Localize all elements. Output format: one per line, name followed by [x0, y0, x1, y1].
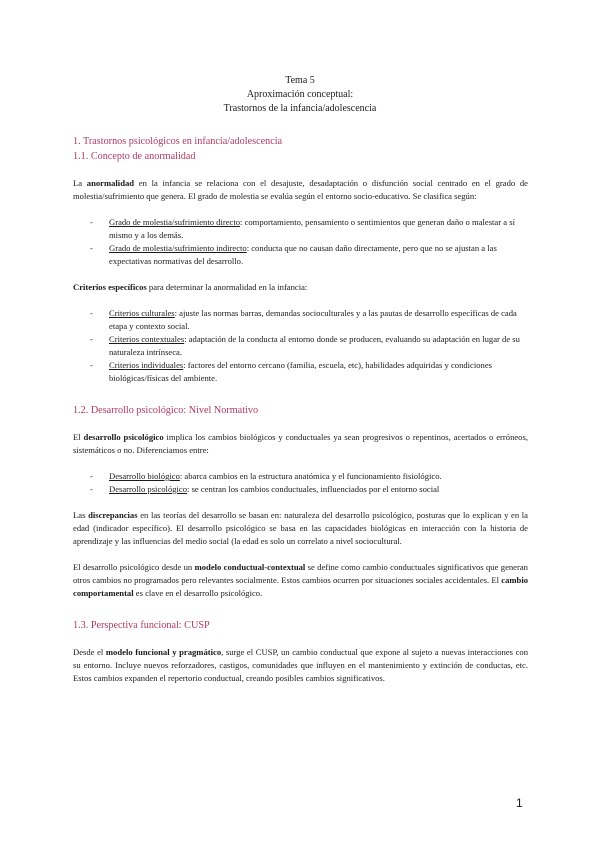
- list-term: Criterios contextuales: [109, 334, 185, 344]
- list-criterios: [73, 307, 528, 385]
- list-item: - Desarrollo biológico: abarca cambios en la estructura anatómica y el funcionamiento fisiológico.: [90, 471, 442, 481]
- list-term: Criterios culturales: [109, 308, 175, 318]
- section-1-1-heading: 1.1. Concepto de anormalidad: [73, 151, 196, 162]
- section-1-3-heading: 1.3. Perspectiva funcional: CUSP: [73, 620, 210, 631]
- paragraph-desarrollo: El desarrollo psicológico implica los cambios biológicos y conductuales ya sean progresivos o repentinos, acertados o erróneos, sistemáticos o no. Diferenciamos entre:: [73, 432, 528, 455]
- bold-term: anormalidad: [86, 178, 135, 188]
- section-1-heading: 1. Trastornos psicológicos en infancia/adolescencia: [73, 136, 283, 147]
- list-desarrollo: [73, 470, 528, 496]
- bold-term: modelo funcional y pragmático: [105, 647, 222, 657]
- list-item: - Desarrollo psicológico: se centran los cambios conductuales, influenciados por el entorno social: [90, 484, 440, 494]
- list-item: - Criterios contextuales: adaptación de la conducta al entorno donde se producen, evaluando su adaptación en lugar de su naturaleza intrínseca.: [90, 334, 520, 357]
- list-item: - Grado de molestia/sufrimiento directo: comportamiento, pensamiento o sentimientos que generan daño o malestar a sí mismo y a los demás.: [90, 217, 515, 240]
- paragraph-cusp: Desde el modelo funcional y pragmático, surge el CUSP, un cambio conductual que expone al sujeto a nuevas interacciones con su entorno. Incluye nuevos reforzadores, castigos, comunidades que influyen en el mantenimiento y extinción de conductas, etc. Estos cambios expanden el repertorio conductual, creando posibles cambios significativos.: [73, 647, 528, 683]
- list-term: Criterios individuales: [109, 360, 184, 370]
- bold-term: desarrollo psicológico: [83, 432, 164, 442]
- title-block: [0, 74, 600, 116]
- list-term: Grado de molestia/sufrimiento directo: [109, 217, 241, 227]
- list-term: Desarrollo biológico: [109, 471, 180, 481]
- bold-term: modelo conductual-contextual: [194, 562, 306, 572]
- bold-term: Criterios específicos: [73, 282, 147, 292]
- list-item: - Grado de molestia/sufrimiento indirecto: conducta que no causan daño directamente, pero que no se ajustan a las expectativas normativas del desarrollo.: [90, 243, 497, 266]
- list-term: Desarrollo psicológico: [109, 484, 188, 494]
- list-item: - Criterios individuales: factores del entorno cercano (familia, escuela, etc), habilidades adquiridas y condiciones biológicas/físicas del ambiente.: [90, 360, 493, 383]
- bold-term: cambio comportamental: [73, 575, 528, 598]
- paragraph-criterios: Criterios específicos para determinar la anormalidad en la infancia:: [73, 282, 308, 292]
- page-number: 1: [516, 796, 523, 810]
- list-term: Grado de molestia/sufrimiento indirecto: [109, 243, 247, 253]
- subject-label: Trastornos de la infancia/adolescencia: [223, 103, 377, 114]
- list-item: - Criterios culturales: ajuste las normas barras, demandas socioculturales y a las pautas de desarrollo específicas de cada etapa y contexto social.: [90, 308, 517, 331]
- paragraph-discrepancias: Las discrepancias en las teorías del desarrollo se basan en: naturaleza del desarrollo psicológico, posturas que lo explican y en la edad (indicador específico). El desarrollo psicológico se basa en las capacidades biológicas en interacción con la historia de aprendizaje y las influencias del medio social (la edad es solo un correlato a nivel sociocultural.: [73, 510, 528, 546]
- list-molestia: [73, 216, 528, 268]
- topic-label: Tema 5: [285, 75, 315, 86]
- subtitle-label: Aproximación conceptual:: [246, 89, 354, 100]
- paragraph-modelo-conductual: El desarrollo psicológico desde un modelo conductual-contextual se define como cambio conductuales significativos que generan otros cambios no programados pero relevantes socialmente. Estos cambios ocurren por situaciones sociales accidentales. El cambio comportamental es clave en el desarrollo psicológico.: [73, 562, 528, 598]
- document-body: [73, 134, 528, 685]
- section-1-2-heading: 1.2. Desarrollo psicológico: Nivel Normativo: [73, 405, 259, 416]
- bold-term: discrepancias: [88, 510, 138, 520]
- paragraph-anormalidad: La anormalidad en la infancia se relaciona con el desajuste, desadaptación o disfunción social centrado en el grado de molestia/sufrimiento que genera. El grado de molestia se evalúa según el entorno socio-educativo. Se clasifica según:: [73, 178, 528, 201]
